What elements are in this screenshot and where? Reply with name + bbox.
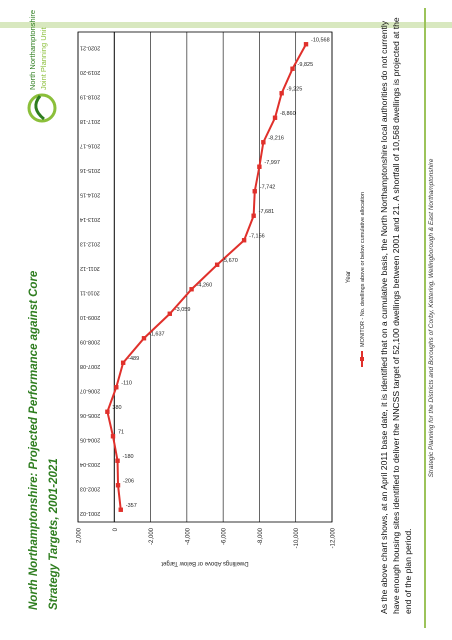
data-label: -1,637 [148, 331, 165, 338]
data-label: -357 [125, 502, 137, 509]
legend-label: MONITOR - No. dwellings above or below cumulative allocation [360, 192, 366, 347]
x-tick-label: 2011-12 [80, 264, 100, 271]
data-label: -3,059 [174, 306, 191, 313]
data-point [273, 116, 277, 120]
x-tick-label: 2010-11 [80, 289, 100, 296]
logo-text-line1: North Northamptonshire [28, 9, 37, 90]
data-label: -7,742 [259, 184, 276, 191]
x-tick-label: 2014-15 [80, 191, 101, 198]
data-label: -8,216 [268, 135, 284, 142]
data-point [105, 410, 109, 414]
logo-swirl-icon [26, 90, 60, 124]
data-point [142, 336, 146, 340]
data-point [279, 91, 283, 95]
data-label: -7,681 [258, 208, 275, 215]
data-point [121, 361, 125, 365]
data-point [261, 140, 265, 144]
jpu-logo [22, 9, 70, 124]
data-point [116, 483, 120, 487]
data-point [257, 165, 261, 169]
x-tick-label: 2008-09 [80, 338, 101, 345]
chart-title-line1: North Northamptonshire: Projected Performance against Core [28, 270, 40, 610]
x-tick-label: 2012-13 [80, 240, 101, 247]
x-tick-label: 2002-03 [80, 485, 101, 492]
data-point [242, 238, 246, 242]
footer-divider [424, 8, 426, 628]
x-tick-label: 2005-06 [80, 411, 101, 418]
x-tick-label: 2015-16 [80, 166, 101, 173]
data-label: -7,156 [249, 233, 265, 240]
data-point [168, 312, 172, 316]
y-tick-label: -4,000 [185, 528, 192, 546]
x-tick-label: 2019-20 [80, 68, 101, 75]
x-tick-label: 2017-18 [80, 117, 101, 124]
y-tick-label: -2,000 [149, 528, 156, 546]
data-label: -489 [128, 355, 140, 362]
y-tick-label: 2,000 [76, 528, 83, 544]
y-tick-label: -8,000 [257, 528, 264, 546]
data-label: -206 [123, 478, 135, 485]
logo-text-line2: Joint Planning Unit [39, 27, 48, 90]
series-line [107, 44, 306, 510]
x-tick-label: 2018-19 [80, 93, 101, 100]
data-label: -9,825 [297, 61, 314, 68]
y-tick-label: 0 [112, 528, 119, 532]
y-axis-label: Dwellings Above or Below Target [161, 560, 249, 566]
data-point [189, 287, 193, 291]
x-tick-label: 2004-05 [80, 436, 101, 443]
data-point [114, 385, 118, 389]
x-tick-label: 2007-08 [80, 362, 101, 369]
x-tick-label: 2006-07 [80, 387, 101, 394]
data-point [115, 459, 119, 463]
legend-marker [360, 357, 364, 361]
x-tick-label: 2003-04 [80, 460, 101, 467]
x-tick-label: 2013-14 [80, 215, 101, 222]
data-label: -8,860 [280, 110, 296, 117]
data-point [290, 67, 294, 71]
data-point [215, 263, 219, 267]
data-point [251, 214, 255, 218]
x-axis-label: Year [346, 270, 352, 284]
chart-title-line2: Strategy Targets, 2001-2021 [48, 458, 60, 610]
data-label: -9,225 [286, 86, 303, 93]
y-tick-label: -12,000 [330, 528, 337, 549]
data-label: -7,997 [264, 159, 280, 166]
x-tick-label: 2020-21 [80, 44, 101, 51]
data-label: -110 [121, 380, 132, 387]
data-label: -5,670 [222, 257, 238, 264]
performance-line-chart [70, 22, 370, 622]
x-tick-label: 2009-10 [80, 313, 101, 320]
y-tick-label: -10,000 [294, 528, 301, 549]
body-paragraph: As the above chart shows, at an April 2011 base date, it is identified that on a cumulative basis, the North Northamptonshire local authorities do not currently have enough housing sites identified to deliver the NNCSS target of 52,100 dwellings between 2001 and 21. A shortfall of 10,568 dwellings is projected at the end of the plan period. [379, 17, 413, 614]
data-point [111, 434, 115, 438]
data-label: -180 [122, 453, 134, 460]
data-label: -4,260 [196, 282, 213, 289]
data-label: 380 [112, 404, 122, 411]
y-tick-label: -6,000 [221, 528, 228, 546]
data-point [119, 508, 123, 512]
data-label: 71 [117, 429, 125, 436]
x-tick-label: 2001-02 [80, 509, 101, 516]
data-label: -10,568 [311, 37, 330, 44]
data-point [253, 189, 257, 193]
data-point [304, 42, 308, 46]
footer-text: Strategic Planning for the Districts and Boroughs of Corby, Kettering, Wellingborough & East Northamptonshire [428, 158, 435, 478]
x-tick-label: 2016-17 [80, 142, 101, 149]
